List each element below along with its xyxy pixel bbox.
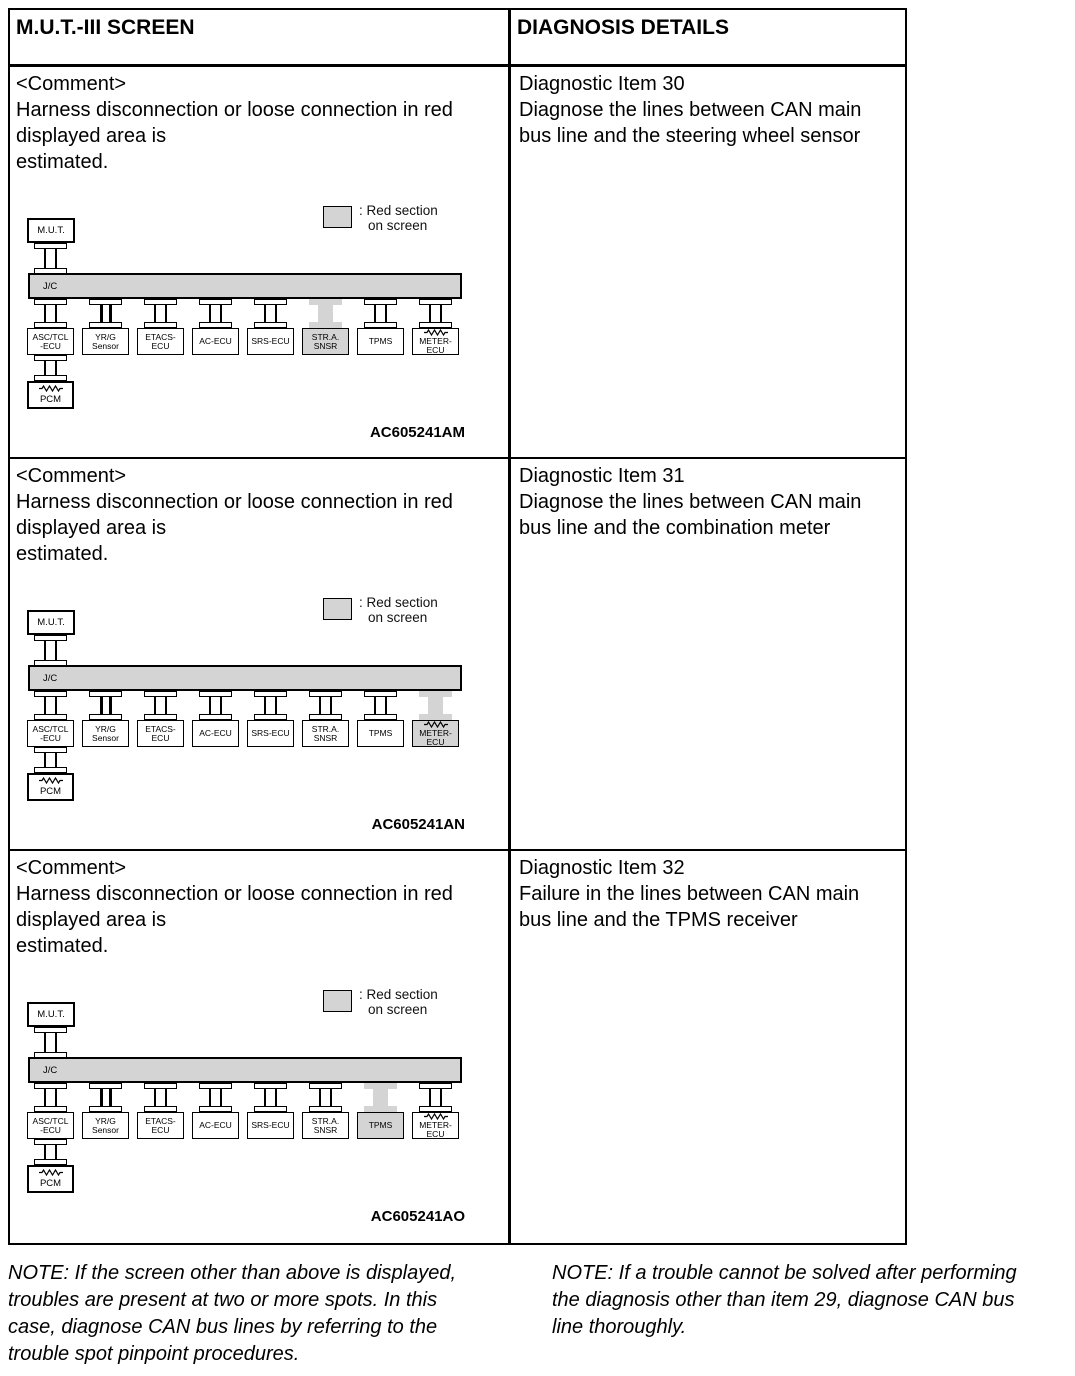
text-line: METER- (419, 1120, 452, 1130)
bus-connector-stem-str-a-snsr (309, 299, 342, 328)
text-line: AC-ECU (199, 1120, 232, 1131)
ecu-box-str-a-snsr (302, 1112, 349, 1139)
diagnostic-item-title: Diagnostic Item 32 (519, 857, 685, 879)
ecu-box-yr-g-sensor (82, 720, 129, 747)
termination-resistor-icon (423, 329, 449, 336)
diagnosis-table (8, 8, 907, 1245)
can-bus-diagram (10, 203, 508, 447)
diagnosis-details-cell (511, 67, 905, 457)
connector-lines (428, 697, 443, 714)
ecu-box-yr-g-sensor (82, 328, 129, 355)
bus-connector-stem-tpms (364, 299, 397, 328)
connector-lines (209, 305, 222, 322)
connector-lines (100, 1089, 112, 1106)
text-line: SRS-ECU (251, 336, 290, 347)
ecu-box-ac-ecu (192, 720, 239, 747)
text-line: bus line and the TPMS receiver (519, 909, 798, 931)
ecu-box-srs-ecu (247, 328, 294, 355)
text-line: NOTE: If the screen other than above is displayed, (8, 1262, 457, 1284)
ecu-box-meter-ecu (412, 1112, 459, 1139)
text-line: SRS-ECU (251, 728, 290, 739)
bus-connector-stem-srs-ecu (254, 299, 287, 328)
text-line: METER- (419, 728, 452, 738)
junction-connector-bar (28, 1057, 462, 1083)
ecu-box-tpms (357, 328, 404, 355)
table-header-row (10, 10, 905, 67)
text-line: displayed area is (16, 909, 167, 931)
text-line: ETACS- (145, 332, 176, 342)
red-section-swatch (323, 598, 352, 620)
diagnostic-item-description (519, 489, 897, 541)
connector-lines (154, 305, 167, 322)
text-line: STR.A. (311, 724, 340, 734)
text-line: trouble spot pinpoint procedures. (8, 1343, 300, 1365)
mut-label: M.U.T. (37, 225, 65, 236)
text-line: STR.A. (311, 1116, 340, 1126)
connector-lines (318, 305, 333, 322)
bus-connector-stem-etacs-ecu (144, 1083, 177, 1112)
diagnosis-details-cell (511, 459, 905, 849)
text-line: YR/G (95, 724, 116, 734)
text-line: ECU (151, 1124, 170, 1135)
text-line: -ECU (40, 1124, 61, 1135)
ecu-box-etacs-ecu (137, 1112, 184, 1139)
ecu-box-ac-ecu (192, 1112, 239, 1139)
ecu-box-yr-g-sensor (82, 1112, 129, 1139)
mut-connector-stem (34, 1027, 67, 1058)
text-line: displayed area is (16, 125, 167, 147)
legend-line-2: on screen (368, 217, 428, 233)
connector-lines (44, 361, 57, 375)
mut-label: M.U.T. (37, 617, 65, 628)
text-line: Sensor (92, 1124, 119, 1135)
connector-lines (209, 1089, 222, 1106)
termination-resistor-icon (38, 777, 64, 784)
connector-lines (374, 305, 387, 322)
ecu-box-meter-ecu (412, 328, 459, 355)
diagnostic-item-description (519, 881, 897, 933)
legend-line-2: on screen (368, 1001, 428, 1017)
pcm-box (27, 381, 74, 409)
table-body (10, 67, 905, 1243)
ecu-box-srs-ecu (247, 720, 294, 747)
text-line: ASC/TCL (32, 332, 69, 342)
bus-connector-stem-meter-ecu (419, 299, 452, 328)
connector-lines (319, 697, 332, 714)
text-line: ECU (426, 1128, 445, 1139)
bus-connector-stem-asc-tcl-ecu (34, 691, 67, 720)
connector-lines (44, 1033, 57, 1052)
connector-lines (44, 305, 57, 322)
jc-label: J/C (43, 672, 58, 684)
connector-lines (374, 697, 387, 714)
comment-text (10, 459, 508, 567)
text-line: AC-ECU (199, 728, 232, 739)
mut-screen-cell (10, 67, 511, 457)
connector-lines (264, 305, 277, 322)
legend-line-1: : Red section (359, 203, 438, 218)
jc-label: J/C (43, 280, 58, 292)
bus-connector-stem-yr-g-sensor (89, 299, 122, 328)
diagnostic-item-title: Diagnostic Item 30 (519, 73, 685, 95)
text-line: AC-ECU (199, 336, 232, 347)
mut-tester-box (27, 218, 75, 243)
text-line: STR.A. (311, 332, 340, 342)
mut-connector-stem (34, 243, 67, 274)
pcm-connector-stem (34, 747, 67, 773)
connector-lines (100, 305, 112, 322)
text-line: YR/G (95, 1116, 116, 1126)
note-trouble-unsolved (548, 1260, 1070, 1368)
text-line: NOTE: If a trouble cannot be solved after performing (552, 1262, 1017, 1284)
bus-connector-stem-meter-ecu (419, 1083, 452, 1112)
bus-connector-stem-asc-tcl-ecu (34, 1083, 67, 1112)
bus-connector-stem-yr-g-sensor (89, 1083, 122, 1112)
mut-tester-box (27, 1002, 75, 1027)
text-line: ASC/TCL (32, 1116, 69, 1126)
bus-connector-stem-etacs-ecu (144, 299, 177, 328)
footer-notes (8, 1260, 1070, 1368)
text-line: ASC/TCL (32, 724, 69, 734)
text-line: SNSR (313, 1124, 338, 1135)
text-line: <Comment> (16, 73, 127, 95)
legend-line-2: on screen (368, 609, 428, 625)
connector-lines (319, 1089, 332, 1106)
bus-connector-stem-asc-tcl-ecu (34, 299, 67, 328)
termination-resistor-icon (38, 385, 64, 392)
connector-lines (44, 249, 57, 268)
text-line: ECU (426, 736, 445, 747)
pcm-box (27, 1165, 74, 1193)
ecu-box-meter-ecu (412, 720, 459, 747)
text-line: -ECU (40, 732, 61, 743)
connector-lines (429, 305, 442, 322)
legend-line-1: : Red section (359, 595, 438, 610)
pcm-label: PCM (39, 786, 62, 797)
text-line: troubles are present at two or more spots. In this (8, 1289, 438, 1311)
table-row (10, 459, 905, 851)
pcm-label: PCM (39, 1178, 62, 1189)
pcm-connector-stem (34, 355, 67, 381)
mut-label: M.U.T. (37, 1009, 65, 1020)
connector-lines (154, 1089, 167, 1106)
text-line: the diagnosis other than item 29, diagnose CAN bus (552, 1289, 1015, 1311)
connector-lines (429, 1089, 442, 1106)
comment-text (10, 851, 508, 959)
bus-connector-stem-etacs-ecu (144, 691, 177, 720)
legend-line-1: : Red section (359, 987, 438, 1002)
text-line: bus line and the combination meter (519, 517, 831, 539)
header-mut-screen: M.U.T.-III SCREEN (10, 10, 511, 64)
text-line: case, diagnose CAN bus lines by referring to the (8, 1316, 438, 1338)
bus-connector-stem-ac-ecu (199, 299, 232, 328)
bus-connector-stem-srs-ecu (254, 1083, 287, 1112)
junction-connector-bar (28, 273, 462, 299)
diagram-id: AC605241AM (369, 424, 465, 441)
text-line: -ECU (40, 340, 61, 351)
table-row (10, 851, 905, 1243)
bus-connector-stem-tpms (364, 691, 397, 720)
diagram-id: AC605241AN (371, 816, 465, 833)
connector-lines (44, 1089, 57, 1106)
bus-connector-stem-ac-ecu (199, 1083, 232, 1112)
mut-connector-stem (34, 635, 67, 666)
comment-text (10, 67, 508, 175)
text-line: <Comment> (16, 857, 127, 879)
bus-connector-stem-meter-ecu (419, 691, 452, 720)
connector-lines (264, 697, 277, 714)
text-line: SRS-ECU (251, 1120, 290, 1131)
ecu-box-tpms (357, 1112, 404, 1139)
mut-screen-cell (10, 851, 511, 1243)
legend-label (359, 596, 438, 625)
text-line: Diagnose the lines between CAN main (519, 99, 862, 121)
bus-connector-stem-yr-g-sensor (89, 691, 122, 720)
text-line: TPMS (368, 336, 393, 347)
bus-connector-stem-str-a-snsr (309, 1083, 342, 1112)
text-line: YR/G (95, 332, 116, 342)
connector-lines (264, 1089, 277, 1106)
red-section-swatch (323, 206, 352, 228)
text-line: METER- (419, 336, 452, 346)
table-row (10, 67, 905, 459)
connector-lines (44, 641, 57, 660)
text-line: TPMS (368, 728, 393, 739)
text-line: TPMS (368, 1120, 393, 1131)
header-diagnosis-details: DIAGNOSIS DETAILS (517, 16, 729, 39)
diagram-id: AC605241AO (370, 1208, 465, 1225)
text-line: Diagnose the lines between CAN main (519, 491, 862, 513)
connector-lines (44, 753, 57, 767)
bus-connector-stem-tpms (364, 1083, 397, 1112)
diagnostic-item-title: Diagnostic Item 31 (519, 465, 685, 487)
text-line: SNSR (313, 340, 338, 351)
ecu-box-tpms (357, 720, 404, 747)
termination-resistor-icon (423, 1113, 449, 1120)
ecu-box-asc-tcl-ecu (27, 720, 74, 747)
pcm-box (27, 773, 74, 801)
text-line: bus line and the steering wheel sensor (519, 125, 861, 147)
text-line: estimated. (16, 543, 109, 565)
junction-connector-bar (28, 665, 462, 691)
connector-lines (209, 697, 222, 714)
text-line: line thoroughly. (552, 1316, 687, 1338)
text-line: Harness disconnection or loose connection in red (16, 99, 453, 121)
termination-resistor-icon (423, 721, 449, 728)
bus-connector-stem-ac-ecu (199, 691, 232, 720)
pcm-label: PCM (39, 394, 62, 405)
text-line: estimated. (16, 935, 109, 957)
bus-connector-stem-str-a-snsr (309, 691, 342, 720)
ecu-box-etacs-ecu (137, 720, 184, 747)
text-line: SNSR (313, 732, 338, 743)
text-line: Failure in the lines between CAN main (519, 883, 860, 905)
pcm-connector-stem (34, 1139, 67, 1165)
termination-resistor-icon (38, 1169, 64, 1176)
bus-connector-stem-srs-ecu (254, 691, 287, 720)
text-line: Sensor (92, 732, 119, 743)
legend-label (359, 988, 438, 1017)
note-screen-other (8, 1260, 548, 1368)
connector-lines (154, 697, 167, 714)
text-line: ETACS- (145, 1116, 176, 1126)
ecu-box-etacs-ecu (137, 328, 184, 355)
ecu-box-str-a-snsr (302, 720, 349, 747)
text-line: <Comment> (16, 465, 127, 487)
ecu-box-asc-tcl-ecu (27, 328, 74, 355)
text-line: ETACS- (145, 724, 176, 734)
connector-lines (373, 1089, 388, 1106)
jc-label: J/C (43, 1064, 58, 1076)
can-bus-diagram (10, 595, 508, 839)
connector-lines (100, 697, 112, 714)
ecu-box-srs-ecu (247, 1112, 294, 1139)
legend-label (359, 204, 438, 233)
ecu-box-ac-ecu (192, 328, 239, 355)
text-line: displayed area is (16, 517, 167, 539)
text-line: ECU (426, 344, 445, 355)
ecu-box-str-a-snsr (302, 328, 349, 355)
red-section-swatch (323, 990, 352, 1012)
text-line: Harness disconnection or loose connection in red (16, 491, 453, 513)
can-bus-diagram (10, 987, 508, 1231)
ecu-box-asc-tcl-ecu (27, 1112, 74, 1139)
mut-screen-cell (10, 459, 511, 849)
diagnosis-details-cell (511, 851, 905, 1243)
text-line: Sensor (92, 340, 119, 351)
text-line: ECU (151, 732, 170, 743)
diagnostic-item-description (519, 97, 897, 149)
connector-lines (44, 1145, 57, 1159)
mut-tester-box (27, 610, 75, 635)
text-line: estimated. (16, 151, 109, 173)
connector-lines (44, 697, 57, 714)
text-line: Harness disconnection or loose connection in red (16, 883, 453, 905)
text-line: ECU (151, 340, 170, 351)
